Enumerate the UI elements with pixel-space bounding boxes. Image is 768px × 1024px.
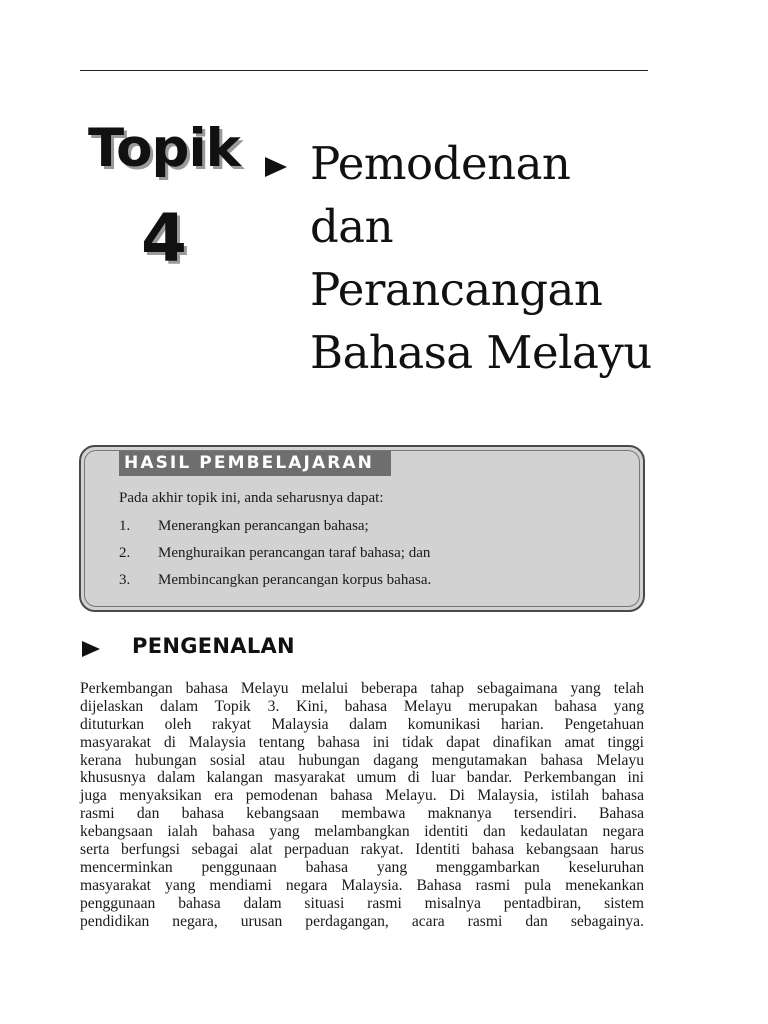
paragraph-line: juga menyaksikan era pemodenan bahasa Melayu. Di Malaysia, istilah bahasa bbox=[80, 787, 644, 805]
paragraph-line: rasmi dan bahasa kebangsaan membawa maknanya tersendiri. Bahasa bbox=[80, 805, 644, 823]
paragraph-line: khususnya dalam kalangan masyarakat umum di luar bandar. Perkembangan ini bbox=[80, 769, 644, 787]
chapter-title-line: Pemodenan bbox=[310, 137, 571, 190]
paragraph-line: dituturkan oleh rakyat Malaysia dalam komunikasi harian. Pengetahuan bbox=[80, 715, 644, 733]
paragraph-line: serta berfungsi sebagai alat perpaduan rakyat. Identiti bahasa kebangsaan harus bbox=[80, 841, 644, 859]
learning-outcomes-intro: Pada akhir topik ini, anda seharusnya dapat: bbox=[119, 490, 384, 506]
paragraph-line: Perkembangan bahasa Melayu melalui beberapa tahap sebagaimana yang telah bbox=[80, 680, 644, 697]
paragraph-line: penggunaan bahasa dalam situasi rasmi misalnya pentadbiran, sistem bbox=[80, 894, 644, 912]
paragraph-line: masyarakat di Malaysia tentang bahasa ini tidak dapat dinafikan amat tinggi bbox=[80, 733, 644, 751]
intro-paragraph bbox=[80, 680, 644, 930]
chapter-label: Topik bbox=[88, 118, 240, 179]
learning-outcome-text: Membincangkan perancangan korpus bahasa. bbox=[158, 572, 432, 588]
paragraph-line: kerana hubungan sosial atau hubungan dagang mengutamakan bahasa Melayu bbox=[80, 751, 644, 769]
learning-outcome-number: 3. bbox=[119, 572, 131, 588]
chapter-title bbox=[310, 132, 730, 384]
chapter-number: 4 bbox=[141, 200, 187, 277]
learning-outcomes-box bbox=[79, 445, 645, 612]
learning-outcome-text: Menghuraikan perancangan taraf bahasa; dan bbox=[158, 545, 431, 561]
paragraph-line: mencerminkan penggunaan bahasa yang menggambarkan keseluruhan bbox=[80, 858, 644, 876]
paragraph-line: masyarakat yang mendiami negara Malaysia. Bahasa rasmi pula menekankan bbox=[80, 876, 644, 894]
paragraph-line: pendidikan negara, urusan perdagangan, acara rasmi dan sebagainya. bbox=[80, 912, 644, 930]
header-rule bbox=[80, 70, 648, 71]
learning-outcome-text: Menerangkan perancangan bahasa; bbox=[158, 518, 369, 534]
learning-outcomes-heading: HASIL PEMBELAJARAN bbox=[119, 451, 391, 476]
learning-outcome-number: 1. bbox=[119, 518, 131, 534]
chapter-title-line: dan bbox=[310, 200, 394, 253]
triangle-right-icon bbox=[263, 156, 289, 178]
chapter-title-line: Perancangan bbox=[310, 263, 603, 316]
triangle-right-icon bbox=[81, 640, 101, 658]
section-heading: PENGENALAN bbox=[132, 634, 295, 658]
paragraph-line: dijelaskan dalam Topik 3. Kini, bahasa Melayu merupakan bahasa yang bbox=[80, 697, 644, 715]
learning-outcome-number: 2. bbox=[119, 545, 131, 561]
paragraph-line: kebangsaan ialah bahasa yang melambangkan identiti dan kedaulatan negara bbox=[80, 823, 644, 841]
chapter-title-line: Bahasa Melayu bbox=[310, 326, 652, 379]
